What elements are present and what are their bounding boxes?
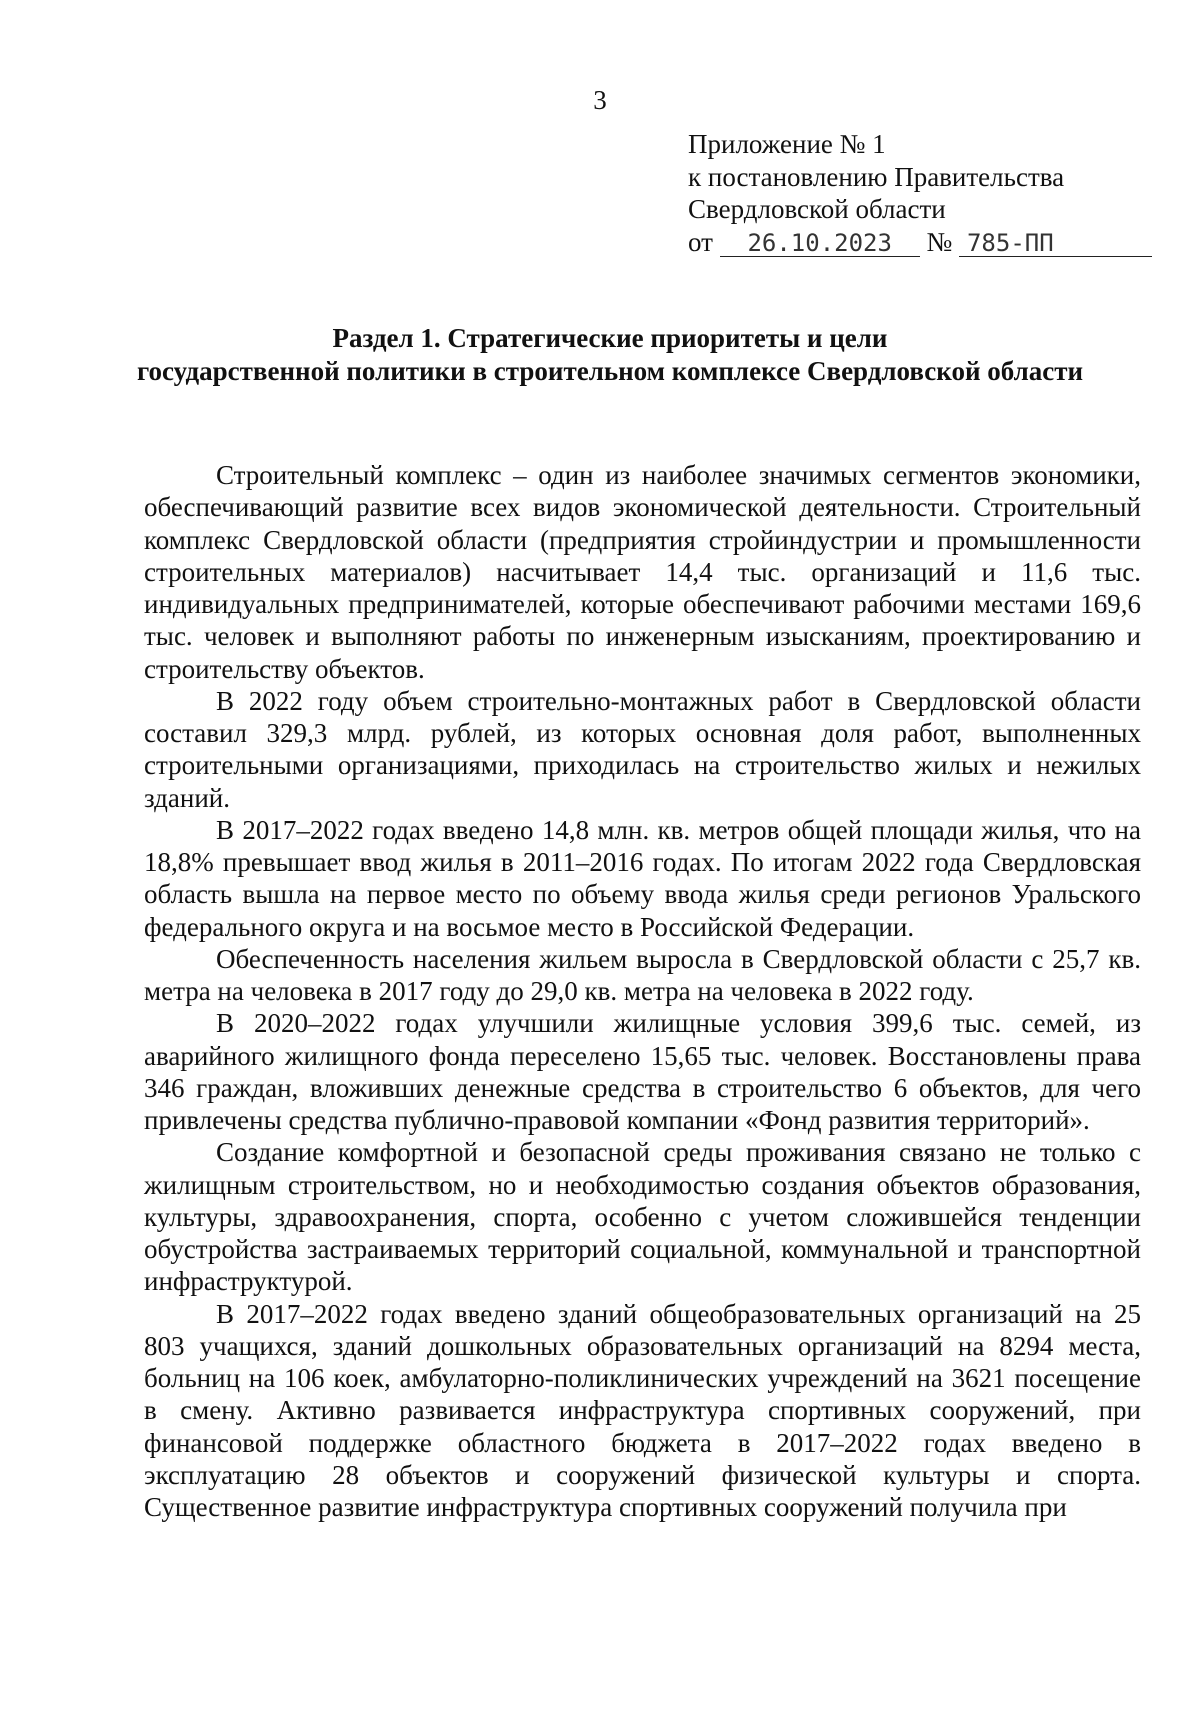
- paragraph: Обеспеченность населения жильем выросла в Свердловской области с 25,7 кв. метра на человека в 2017 году до 29,0 кв. метра на человека в 2022 году.: [144, 943, 1141, 1006]
- page-number: 3: [593, 85, 607, 115]
- paragraph: В 2020–2022 годах улучшили жилищные условия 399,6 тыс. семей, из аварийного жилищного фонда переселено 15,65 тыс. человек. Восстановлены права 346 граждан, вложивших денежные средства в строительство 6 объектов, для чего привлечены средства публично-правовой компании «Фонд развития территорий».: [144, 1008, 1141, 1135]
- paragraph: В 2017–2022 годах введено 14,8 млн. кв. метров общей площади жилья, что на 18,8% превышает ввод жилья в 2011–2016 годах. По итогам 2022 года Свердловская область вышла на первое место по объему ввода жилья среди регионов Уральского федерального округа и на восьмое место в Российской Федерации.: [144, 814, 1141, 942]
- number-label: №: [926, 226, 953, 257]
- resolution-number: 785-ПП: [959, 230, 1152, 257]
- paragraph: В 2022 году объем строительно-монтажных работ в Свердловской области составил 329,3 млрд. рублей, из которых основная доля работ, выполненных строительными организациями, приходилась на строительство жилых и нежилых зданий.: [144, 685, 1141, 813]
- section-heading: [120, 322, 1100, 388]
- paragraph: В 2017–2022 годах введено зданий общеобразовательных организаций на 25 803 учащихся, зданий дошкольных образовательных организаций на 8294 места, больниц на 106 коек, амбулаторно-поликлинических учреждений на 3621 посещение в смену. Активно развивается инфраструктура спортивных сооружений, при финансовой поддержке областного бюджета в 2017–2022 годах введено в эксплуатацию 28 объектов и сооружений физической культуры и спорта. Существенное развитие инфраструктура спортивных сооружений получила при: [144, 1298, 1141, 1522]
- paragraph: Строительный комплекс – один из наиболее значимых сегментов экономики, обеспечивающий развитие всех видов экономической деятельности. Строительный комплекс Свердловской области (предприятия стройиндустрии и промышленности строительных материалов) насчитывает 14,4 тыс. организаций и 11,6 тыс. индивидуальных предпринимателей, которые обеспечивают рабочими местами 169,6 тыс. человек и выполняют работы по инженерным изысканиям, проектированию и строительству объектов.: [144, 460, 1141, 684]
- body-text: [144, 459, 1141, 1523]
- section-heading-line-2: государственной политики в строительном комплексе Свердловской области: [136, 356, 1084, 386]
- paragraph: Создание комфортной и безопасной среды проживания связано не только с жилищным строительством, но и необходимостью создания объектов образования, культуры, здравоохранения, спорта, особенно с учетом сложившейся тенденции обустройства застраиваемых территорий социальной, коммунальной и транспортной инфраструктурой.: [144, 1137, 1141, 1297]
- from-label: от: [688, 226, 713, 257]
- appendix-resolution: к постановлению Правительства: [688, 161, 1065, 192]
- appendix-block: [688, 128, 1128, 258]
- appendix-title: Приложение № 1: [688, 129, 886, 159]
- resolution-date: 26.10.2023: [720, 230, 920, 257]
- appendix-date-number-line: [688, 226, 1128, 259]
- section-heading-line-1: Раздел 1. Стратегические приоритеты и цели: [332, 323, 888, 353]
- appendix-region: Свердловской области: [688, 194, 946, 224]
